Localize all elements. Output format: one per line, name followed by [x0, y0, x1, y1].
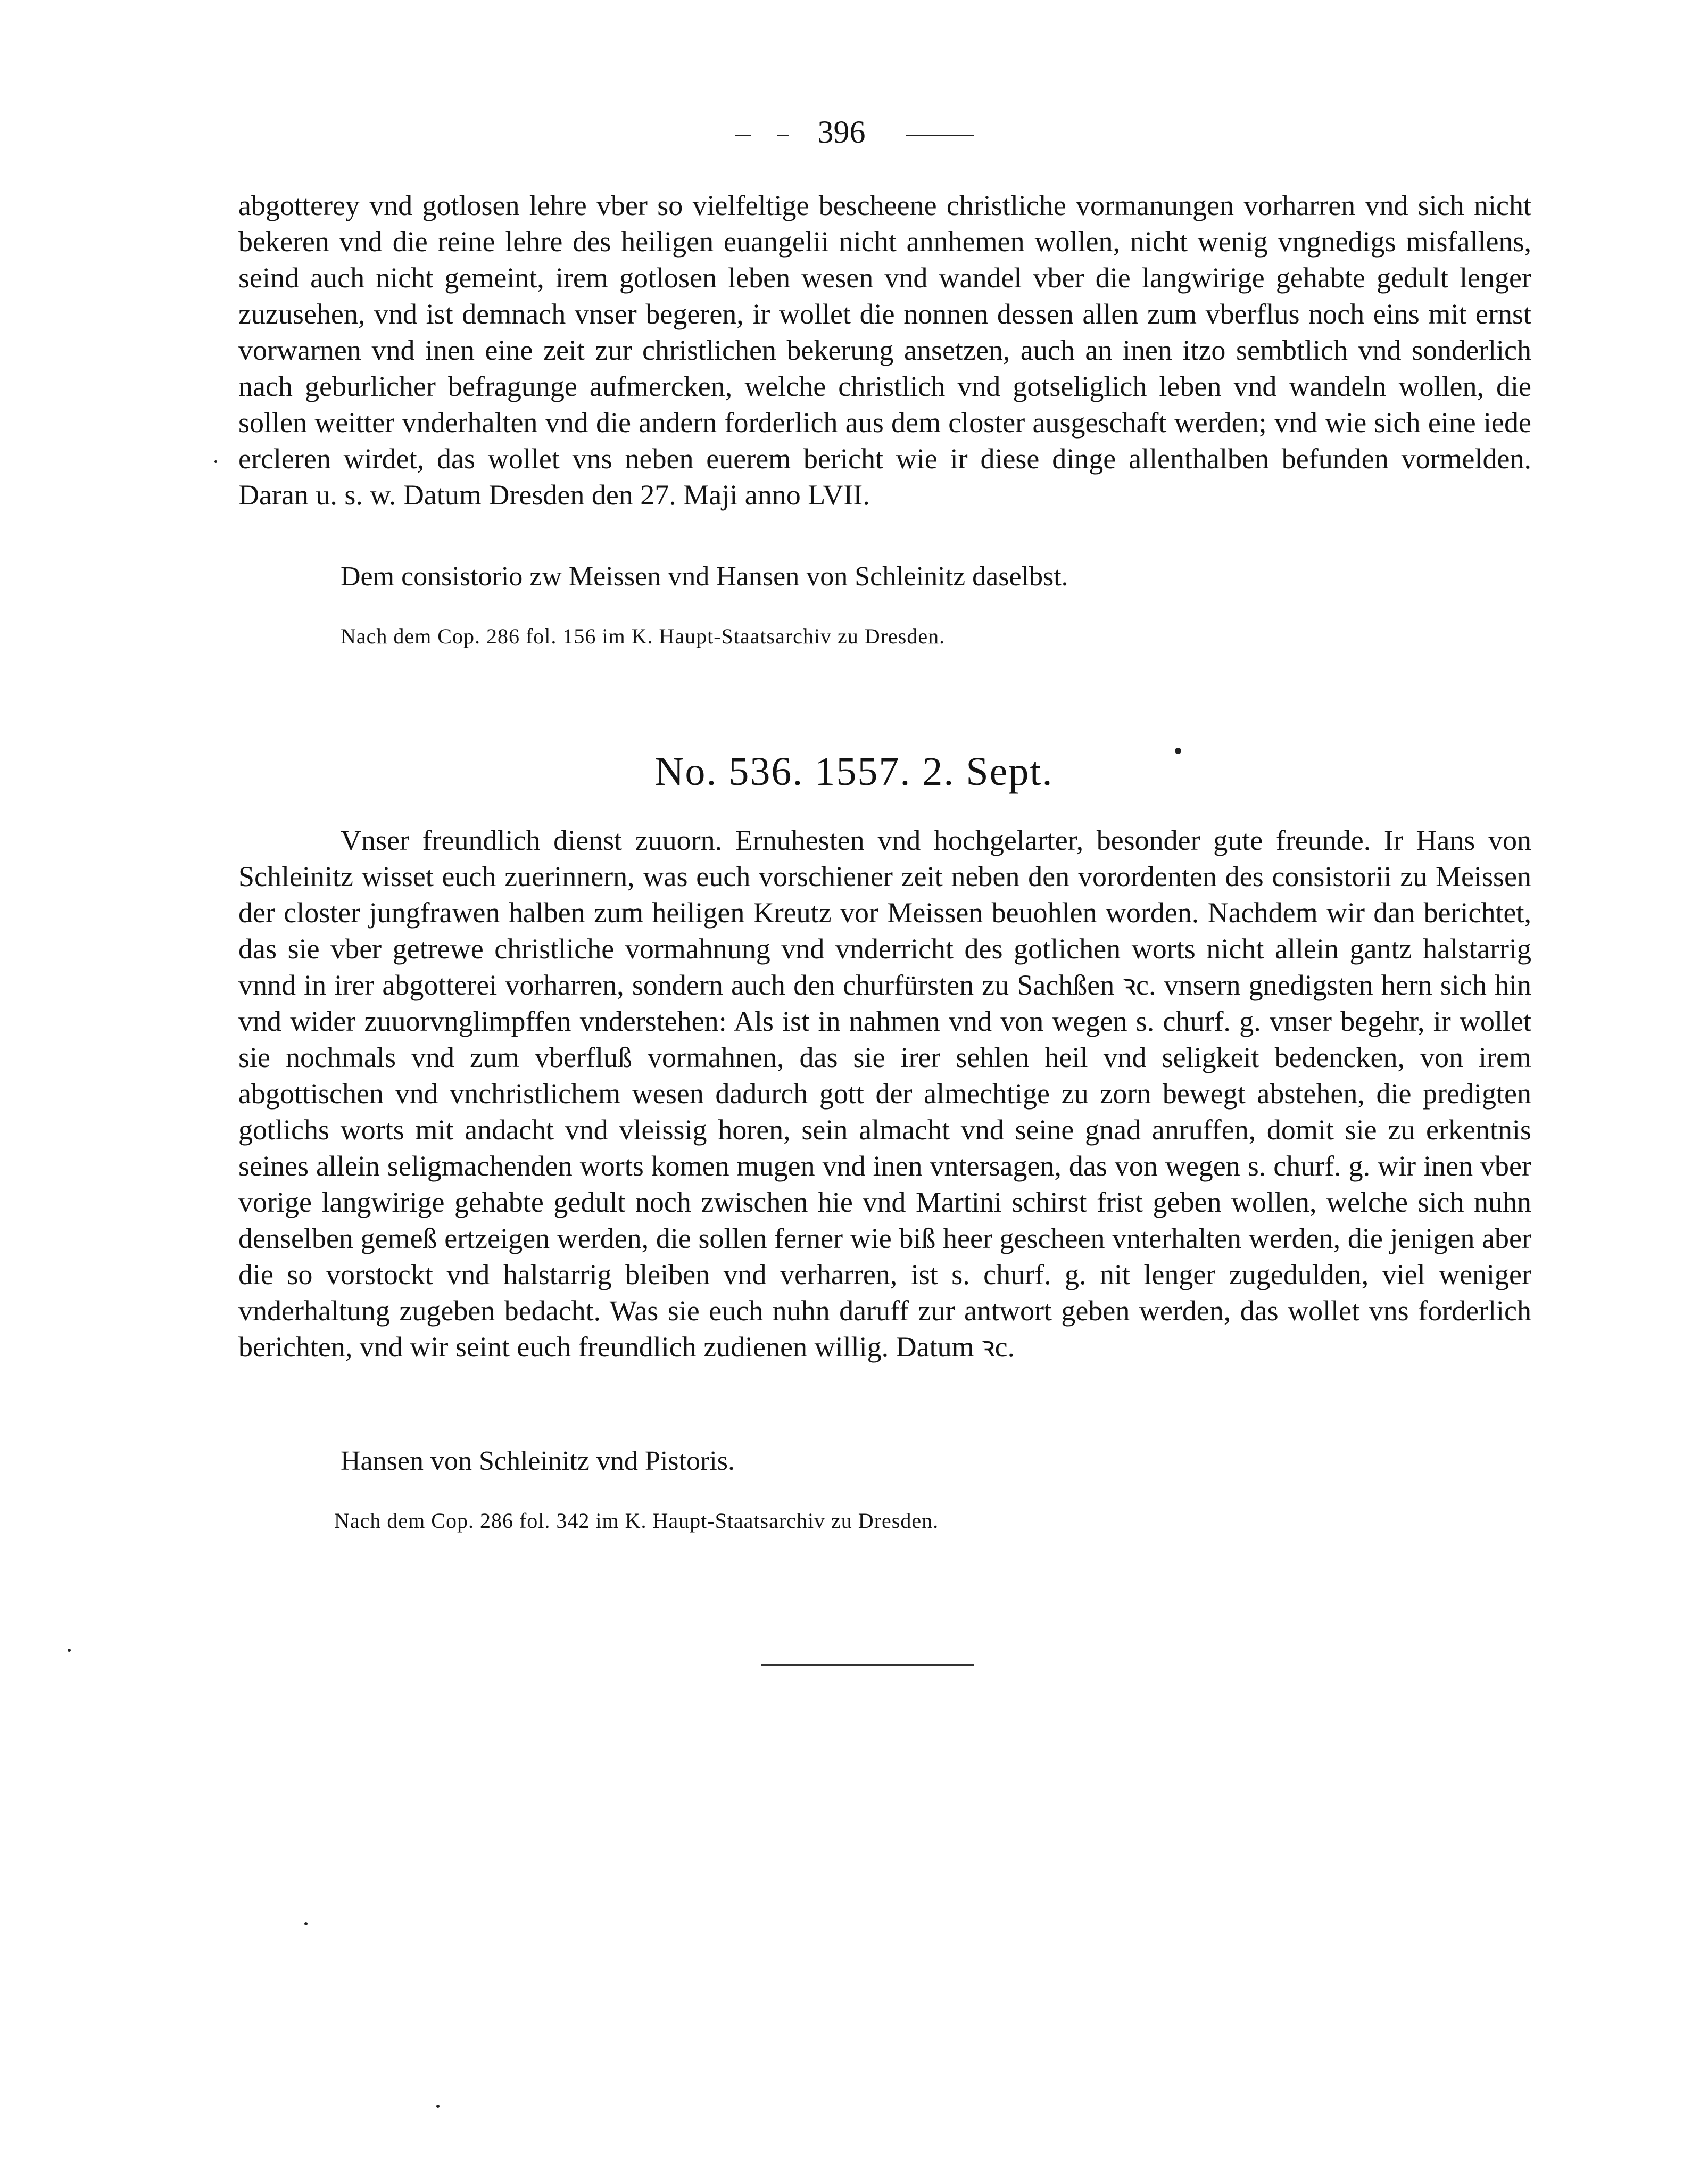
source-note: Nach dem Cop. 286 fol. 156 im K. Haupt-Staatsarchiv zu Dresden. [341, 624, 946, 648]
paragraph: Vnser freundlich dienst zuuorn. Ernuhesten vnd hochgelarter, besonder gute freunde. Ir Hans von Schleinitz wisset euch zuerinnern, was euch vorschiener zeit neben den vorordenten des consistorii zu Meissen der closter jungfrawen halben zum heiligen Kreutz vor Meissen beuohlen worden. Nachdem wir dan berichtet, das sie vber getrewe christliche vormahnung vnd vnderricht des gotlichen worts nicht allein gantz halstarrig vnnd in irer abgotterei vorharren, sondern auch den churfürsten zu Sachßen ꝛc. vnsern gnedigsten hern sich hin vnd wider zuuorvnglimpffen vnderstehen: Als ist in nahmen vnd von wegen s. churf. g. vnser begehr, ir wollet sie nochmals vnd zum vberfluß vormahnen, das sie irer sehlen heil vnd seligkeit bedencken, von irem abgottischen vnd vnchristlichem wesen dadurch gott der almechtige zu zorn bewegt abstehen, die predigten gotlichs worts mit andacht vnd vleissig horen, sein almacht vnd seine gnad anruffen, domit sie zu erkentnis seines allein seligmachenden worts komen mugen vnd inen vntersagen, das von wegen s. churf. g. wir inen vber vorige langwirige gehabte gedult noch zwischen hie vnd Martini schirst frist geben wollen, welche sich nuhn denselben gemeß ertzeigen werden, die sollen ferner wie biß heer gescheen vnterhalten werden, die jenigen aber die so vorstockt vnd halstarrig bleiben vnd verharren, ist s. churf. g. nit lenger zugedulden, viel weniger vnderhaltung zugeben bedacht. Was sie euch nuhn daruff zur antwort geben werden, das wollet vns forderlich berichten, vnd wir seint euch freundlich zudienen willig. Datum ꝛc. [238, 824, 1531, 1363]
header-dash-right [906, 135, 974, 136]
scan-speck [68, 1649, 71, 1652]
paragraph: abgotterey vnd gotlosen lehre vber so vielfeltige bescheene christliche vormanungen vorharren vnd sich nicht bekeren vnd die reine lehre des heiligen euangelii nicht annhemen wollen, nicht wenig vngnedigs misfallens, seind auch nicht gemeint, irem gotlosen leben wesen vnd wandel vber die langwirige gehabte gedult lenger zuzusehen, vnd ist demnach vnser begeren, ir wollet die nonnen dessen allen zum vberflus noch eins mit ernst vorwarnen vnd inen eine zeit zur christlichen bekerung ansetzen, auch an inen itzo sembtlich vnd sonderlich nach geburlicher befragunge aufmercken, welche christlich vnd gotseliglich leben vnd wandeln wollen, die sollen weitter vnderhalten vnd die andern forderlich aus dem closter ausgeschaft werden; vnd wie sich eine iede ercleren wirdet, das wollet vns neben euerem bericht wie ir diese dinge allenthalben befunden vormelden. Daran u. s. w. Datum Dresden den 27. Maji anno LVII. [238, 189, 1531, 511]
scan-speck [214, 460, 217, 463]
page-number: 396 [817, 114, 866, 150]
header-dash-left [735, 135, 751, 136]
addressee: Hansen von Schleinitz vnd Pistoris. [341, 1446, 735, 1476]
document-535-continuation [238, 187, 1531, 513]
scan-speck [436, 2105, 440, 2108]
document-title: No. 536. 1557. 2. Sept. [654, 749, 1054, 794]
source-note: Nach dem Cop. 286 fol. 342 im K. Haupt-Staatsarchiv zu Dresden. [334, 1509, 939, 1533]
scan-speck [1175, 748, 1181, 754]
addressee: Dem consistorio zw Meissen vnd Hansen von Schleinitz daselbst. [341, 561, 1068, 592]
page-header [0, 111, 1708, 153]
document-536-body [238, 822, 1531, 1365]
header-dash-mid [777, 135, 789, 136]
end-rule [761, 1664, 974, 1666]
scan-speck [304, 1922, 308, 1925]
